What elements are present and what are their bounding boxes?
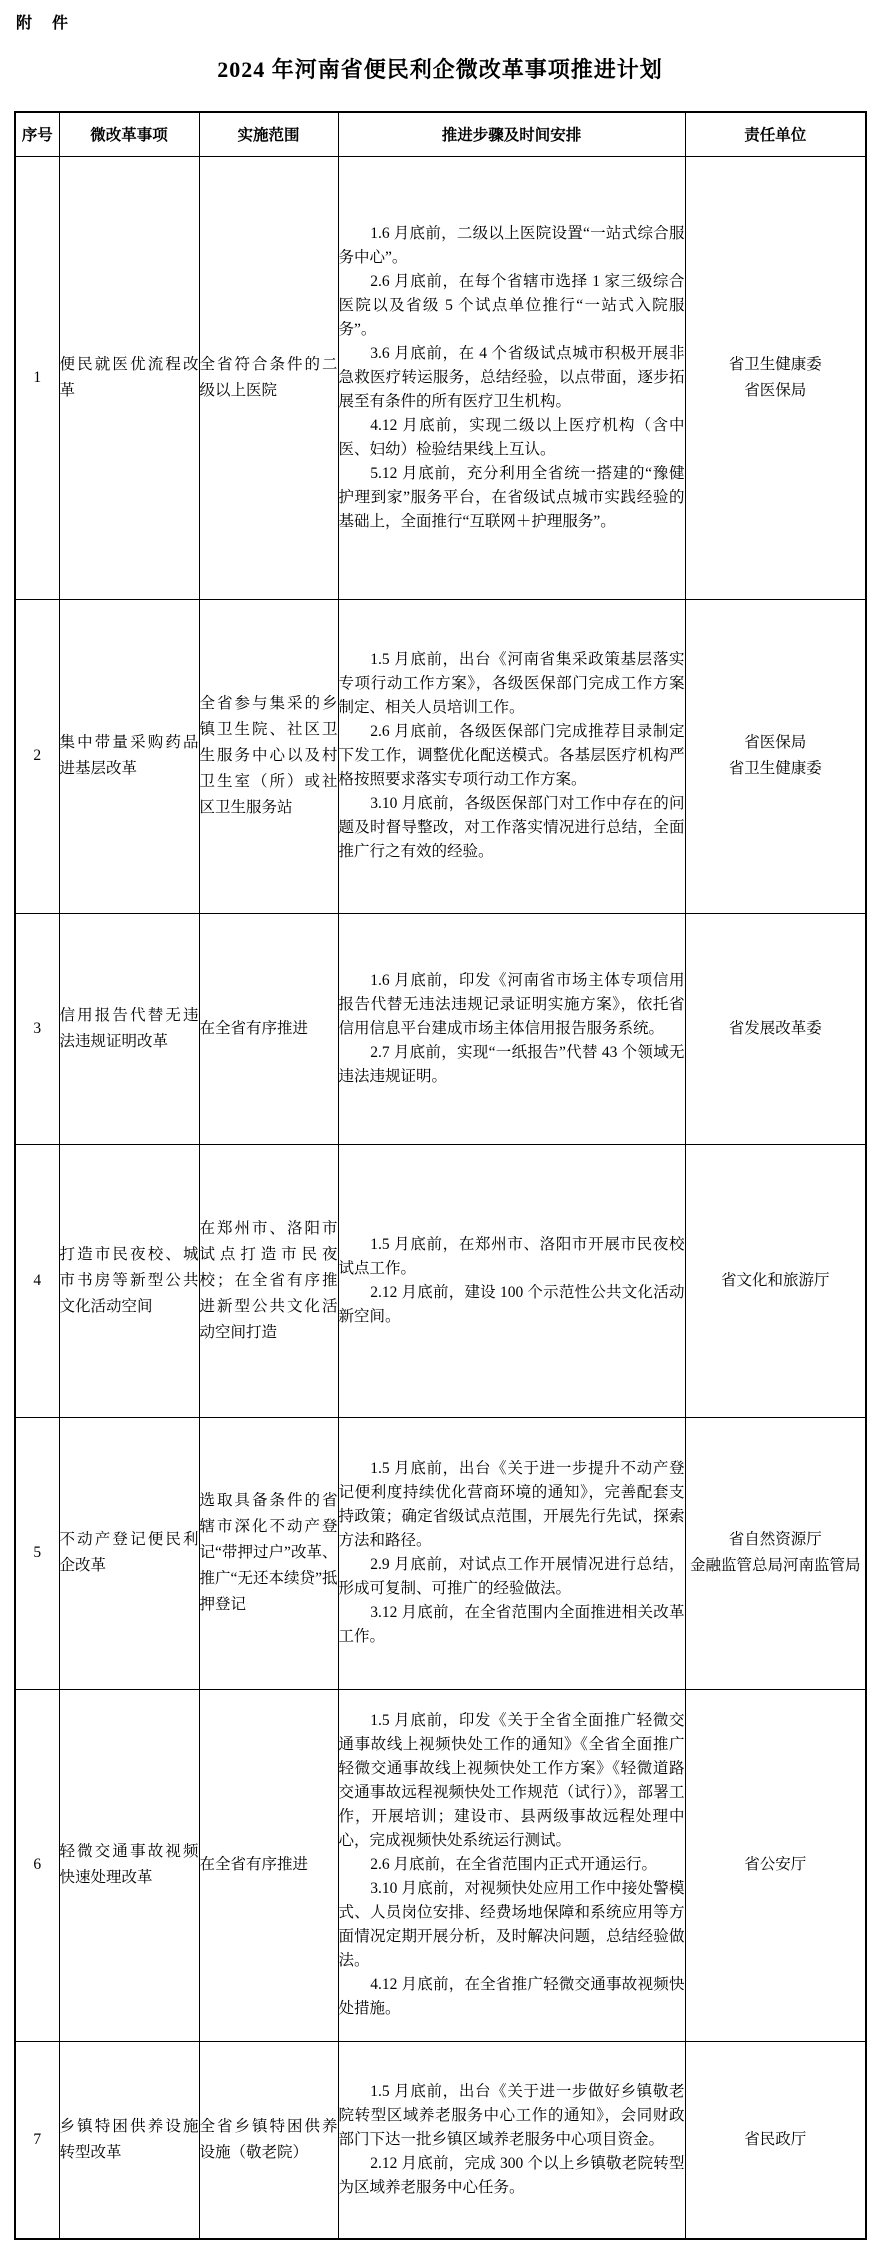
unit-line: 省发展改革委: [728, 1019, 822, 1037]
responsible-unit: [685, 156, 866, 599]
steps-cell: [338, 599, 685, 913]
row-index: 2: [15, 599, 59, 913]
step-paragraph: 2.6 月底前，在每个省辖市选择 1 家三级综合医院以及省级 5 个试点单位推行“一站式入院服务”。: [338, 272, 685, 338]
implementation-scope: 在全省有序推进: [199, 913, 338, 1144]
step-paragraph: 3.12 月底前，在全省范围内全面推进相关改革工作。: [338, 1604, 685, 1645]
reform-item: 打造市民夜校、城市书房等新型公共文化活动空间: [59, 1144, 199, 1417]
implementation-scope: 选取具备条件的省辖市深化不动产登记“带押过户”改革、推广“无还本续贷”抵押登记: [199, 1417, 338, 1689]
table-row: [15, 1689, 866, 2041]
step-paragraph: 1.5 月底前，出台《关于进一步提升不动产登记便利度持续优化营商环境的通知》，完善配套支持政策；确定省级试点范围，开展先行先试，探索方法和路径。: [338, 1460, 685, 1549]
step-paragraph: 1.5 月底前，出台《河南省集采政策基层落实专项行动工作方案》，各级医保部门完成工作方案制定、相关人员培训工作。: [338, 651, 685, 716]
step-paragraph: 2.6 月底前，各级医保部门完成推荐目录制定下发工作，调整优化配送模式。各基层医疗机构严格按照要求落实专项行动工作方案。: [338, 723, 685, 788]
implementation-scope: 全省参与集采的乡镇卫生院、社区卫生服务中心以及村卫生室（所）或社区卫生服务站: [199, 599, 338, 913]
step-paragraph: 2.12 月底前，完成 300 个以上乡镇敬老院转型为区域养老服务中心任务。: [338, 2154, 685, 2196]
plan-table: [14, 111, 867, 2240]
step-paragraph: 1.5 月底前，出台《关于进一步做好乡镇敬老院转型区域养老服务中心工作的通知》，会同财政部门下达一批乡镇区域养老服务中心项目资金。: [338, 2082, 685, 2148]
unit-line: 金融监管总局河南监管局: [689, 1557, 861, 1574]
unit-line: 省卫生健康委: [728, 355, 822, 373]
step-paragraph: 5.12 月底前，充分利用全省统一搭建的“豫健护理到家”服务平台，在省级试点城市实践经验的基础上，全面推行“互联网＋护理服务”。: [338, 464, 685, 530]
reform-item: 不动产登记便民利企改革: [59, 1417, 199, 1689]
unit-line: 省医保局: [744, 734, 807, 751]
steps-cell: [338, 1144, 685, 1417]
header-row: [15, 112, 866, 156]
unit-line: 省公安厅: [744, 1856, 807, 1873]
table-row: [15, 156, 866, 599]
table-row: [15, 1144, 866, 1417]
unit-line: 省医保局: [744, 381, 807, 399]
steps-cell: [338, 1689, 685, 2041]
step-paragraph: 1.6 月底前，二级以上医院设置“一站式综合服务中心”。: [338, 224, 685, 266]
unit-line: 省自然资源厅: [728, 1531, 822, 1548]
step-paragraph: 1.5 月底前，在郑州市、洛阳市开展市民夜校试点工作。: [338, 1235, 685, 1277]
step-paragraph: 1.5 月底前，印发《关于全省全面推广轻微交通事故线上视频快处工作的通知》《全省全面推广轻微交通事故线上视频快处工作方案》《轻微道路交通事故远程视频快处工作规范（试行）》，部署工作，开展培训；建设市、县两级事故远程处理中心，完成视频快处系统运行测试。: [338, 1712, 685, 1849]
col-header-unit: 责任单位: [685, 112, 866, 156]
steps-cell: [338, 156, 685, 599]
step-paragraph: 3.10 月底前，各级医保部门对工作中存在的问题及时督导整改，对工作落实情况进行总结，全面推广行之有效的经验。: [338, 795, 685, 860]
responsible-unit: [685, 599, 866, 913]
implementation-scope: 全省符合条件的二级以上医院: [199, 156, 338, 599]
page-title: 2024 年河南省便民利企微改革事项推进计划: [217, 57, 663, 82]
reform-item: 信用报告代替无违法违规证明改革: [59, 913, 199, 1144]
step-paragraph: 2.12 月底前，建设 100 个示范性公共文化活动新空间。: [338, 1283, 685, 1325]
responsible-unit: [685, 1144, 866, 1417]
implementation-scope: 在全省有序推进: [199, 1689, 338, 2041]
reform-item: 轻微交通事故视频快速处理改革: [59, 1689, 199, 2041]
steps-cell: [338, 913, 685, 1144]
steps-cell: [338, 1417, 685, 1689]
responsible-unit: [685, 1689, 866, 2041]
steps-cell: [338, 2041, 685, 2239]
row-index: 5: [15, 1417, 59, 1689]
unit-line: 省文化和旅游厅: [720, 1271, 830, 1289]
col-header-item: 微改革事项: [59, 112, 199, 156]
table-row: [15, 599, 866, 913]
attachment-label: 附 件: [16, 15, 71, 32]
step-paragraph: 2.9 月底前，对试点工作开展情况进行总结，形成可复制、可推广的经验做法。: [338, 1556, 685, 1597]
table-row: [15, 1417, 866, 1689]
step-paragraph: 1.6 月底前，印发《河南省市场主体专项信用报告代替无违法违规记录证明实施方案》，依托省信用信息平台建成市场主体信用报告服务系统。: [338, 971, 685, 1037]
row-index: 6: [15, 1689, 59, 2041]
step-paragraph: 3.6 月底前，在 4 个省级试点城市积极开展非急救医疗转运服务，总结经验，以点带面，逐步拓展至有条件的所有医疗卫生机构。: [338, 344, 685, 410]
reform-item: 乡镇特困供养设施转型改革: [59, 2041, 199, 2239]
step-paragraph: 3.10 月底前，对视频快处应用工作中接处警模式、人员岗位安排、经费场地保障和系统应用等方面情况定期开展分析，及时解决问题，总结经验做法。: [338, 1880, 685, 1969]
row-index: 3: [15, 913, 59, 1144]
row-index: 4: [15, 1144, 59, 1417]
step-paragraph: 2.7 月底前，实现“一纸报告”代替 43 个领域无违法违规证明。: [338, 1043, 685, 1085]
unit-line: 省民政厅: [744, 2130, 807, 2148]
col-header-index: 序号: [15, 112, 59, 156]
step-paragraph: 4.12 月底前，实现二级以上医疗机构（含中医、妇幼）检验结果线上互认。: [338, 416, 685, 458]
reform-item: 便民就医优流程改革: [59, 156, 199, 599]
implementation-scope: 在郑州市、洛阳市试点打造市民夜校；在全省有序推进新型公共文化活动空间打造: [199, 1144, 338, 1417]
implementation-scope: 全省乡镇特困供养设施（敬老院）: [199, 2041, 338, 2239]
responsible-unit: [685, 1417, 866, 1689]
table-row: [15, 913, 866, 1144]
row-index: 1: [15, 156, 59, 599]
responsible-unit: [685, 913, 866, 1144]
step-paragraph: 2.6 月底前，在全省范围内正式开通运行。: [370, 1856, 658, 1873]
reform-item: 集中带量采购药品进基层改革: [59, 599, 199, 913]
responsible-unit: [685, 2041, 866, 2239]
col-header-steps: 推进步骤及时间安排: [338, 112, 685, 156]
unit-line: 省卫生健康委: [728, 760, 822, 777]
table-row: [15, 2041, 866, 2239]
step-paragraph: 4.12 月底前，在全省推广轻微交通事故视频快处措施。: [338, 1976, 685, 2017]
col-header-scope: 实施范围: [199, 112, 338, 156]
row-index: 7: [15, 2041, 59, 2239]
